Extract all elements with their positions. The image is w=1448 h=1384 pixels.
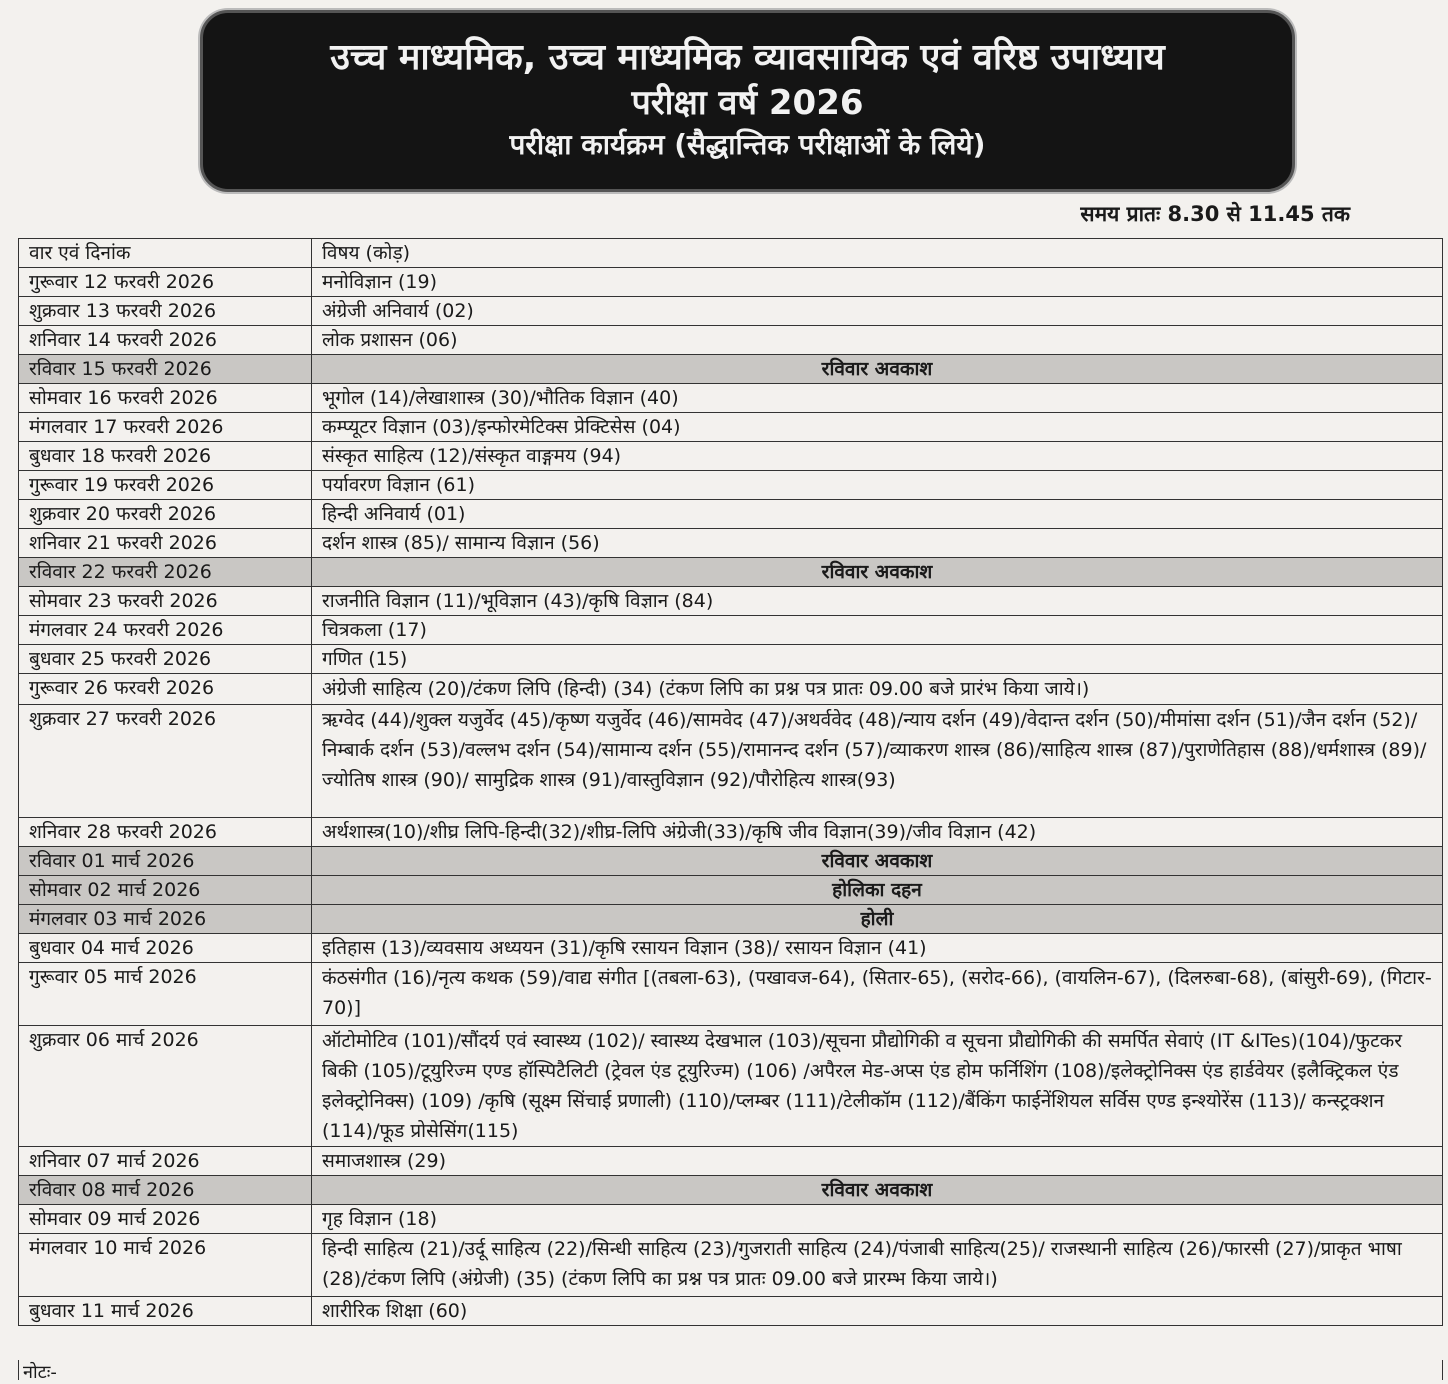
row-date: मंगलवार 24 फरवरी 2026 xyxy=(19,616,312,645)
row-subject: दर्शन शास्त्र (85)/ सामान्य विज्ञान (56) xyxy=(312,529,1443,558)
header-date: वार एवं दिनांक xyxy=(19,239,312,268)
row-subject: रविवार अवकाश xyxy=(312,847,1443,876)
row-subject: रविवार अवकाश xyxy=(312,1176,1443,1205)
table-row xyxy=(19,587,1443,616)
row-subject: संस्कृत साहित्य (12)/संस्कृत वाङ्गमय (94) xyxy=(312,442,1443,471)
row-date: रविवार 22 फरवरी 2026 xyxy=(19,558,312,587)
table-row xyxy=(19,616,1443,645)
table-row xyxy=(19,268,1443,297)
row-subject: राजनीति विज्ञान (11)/भूविज्ञान (43)/कृषि विज्ञान (84) xyxy=(312,587,1443,616)
holiday-row xyxy=(19,905,1443,934)
holiday-row xyxy=(19,876,1443,905)
row-subject: होलिका दहन xyxy=(312,876,1443,905)
row-subject: रविवार अवकाश xyxy=(312,558,1443,587)
title-line-1: उच्च माध्यमिक, उच्च माध्यमिक व्यावसायिक एवं वरिष्ठ उपाध्याय xyxy=(330,37,1165,78)
row-date: गुरूवार 05 मार्च 2026 xyxy=(19,963,312,1026)
row-subject: कंठसंगीत (16)/नृत्य कथक (59)/वाद्य संगीत [(तबला-63), (पखावज-64), (सितार-65), (सरोद-66), (वायलिन-67), (दिलरुबा-68), (बांसुरी-69), (गिटार- 70)] xyxy=(312,963,1443,1026)
note-label: नोटः- xyxy=(18,1360,1443,1380)
row-subject: गृह विज्ञान (18) xyxy=(312,1205,1443,1234)
row-date: शुक्रवार 27 फरवरी 2026 xyxy=(19,705,312,818)
row-subject: गणित (15) xyxy=(312,645,1443,674)
row-date: शनिवार 28 फरवरी 2026 xyxy=(19,818,312,847)
table-row xyxy=(19,442,1443,471)
table-row xyxy=(19,413,1443,442)
row-subject: ऑटोमोटिव (101)/सौंदर्य एवं स्वास्थ्य (102)/ स्वास्थ्य देखभाल (103)/सूचना प्रौद्योगिकी व सूचना प्रौद्योगिकी की समर्पित सेवाएं (IT &ITes)(104)/फुटकर बिकी (105)/टूयुरिज्म एण्ड हॉस्पिटैलिटी (ट्रेवल एंड टूयुरिज्म) (106) /अपैरल मेड-अप्स एंड होम फर्निशिंग (108)/इलेक्ट्रोनिक्स एंड हार्डवेयर (इलैक्ट्रिकल एंड इलेक्ट्रोनिक्स) (109) /कृषि (सूक्ष्म सिंचाई प्रणाली) (110)/प्लम्बर (111)/टेलीकॉम (112)/बैंकिंग फाईनेंशियल सर्विस एण्ड इन्श्योरेंस (113)/ कन्स्ट्रक्शन (114)/फूड प्रोसेसिंग(115) xyxy=(312,1026,1443,1147)
row-date: सोमवार 23 फरवरी 2026 xyxy=(19,587,312,616)
row-date: रविवार 08 मार्च 2026 xyxy=(19,1176,312,1205)
header-subject: विषय (कोड़) xyxy=(312,239,1443,268)
row-subject: समाजशास्त्र (29) xyxy=(312,1147,1443,1176)
table-row xyxy=(19,934,1443,963)
row-date: मंगलवार 03 मार्च 2026 xyxy=(19,905,312,934)
row-subject: लोक प्रशासन (06) xyxy=(312,326,1443,355)
row-date: शनिवार 14 फरवरी 2026 xyxy=(19,326,312,355)
table-row xyxy=(19,705,1443,818)
holiday-row xyxy=(19,847,1443,876)
holiday-row xyxy=(19,1176,1443,1205)
row-date: गुरूवार 26 फरवरी 2026 xyxy=(19,674,312,705)
row-subject: कम्प्यूटर विज्ञान (03)/इन्फोरमेटिक्स प्रेक्टिसेस (04) xyxy=(312,413,1443,442)
table-row xyxy=(19,529,1443,558)
row-date: बुधवार 04 मार्च 2026 xyxy=(19,934,312,963)
row-date: सोमवार 16 फरवरी 2026 xyxy=(19,384,312,413)
table-row xyxy=(19,384,1443,413)
table-row xyxy=(19,818,1443,847)
row-date: शुक्रवार 20 फरवरी 2026 xyxy=(19,500,312,529)
row-date: शुक्रवार 06 मार्च 2026 xyxy=(19,1026,312,1147)
row-subject: अर्थशास्त्र(10)/शीघ्र लिपि-हिन्दी(32)/शीघ्र-लिपि अंग्रेजी(33)/कृषि जीव विज्ञान(39)/जीव विज्ञान (42) xyxy=(312,818,1443,847)
row-date: शुक्रवार 13 फरवरी 2026 xyxy=(19,297,312,326)
row-date: शनिवार 07 मार्च 2026 xyxy=(19,1147,312,1176)
row-subject: अंग्रेजी साहित्य (20)/टंकण लिपि (हिन्दी) (34) (टंकण लिपि का प्रश्न पत्र प्रातः 09.00 बजे प्रारंभ किया जाये।) xyxy=(312,674,1443,705)
table-row xyxy=(19,1297,1443,1326)
row-date: सोमवार 02 मार्च 2026 xyxy=(19,876,312,905)
row-date: बुधवार 11 मार्च 2026 xyxy=(19,1297,312,1326)
row-date: बुधवार 18 फरवरी 2026 xyxy=(19,442,312,471)
table-row xyxy=(19,963,1443,1026)
table-row xyxy=(19,674,1443,705)
row-subject: रविवार अवकाश xyxy=(312,355,1443,384)
row-date: रविवार 15 फरवरी 2026 xyxy=(19,355,312,384)
row-date: गुरूवार 12 फरवरी 2026 xyxy=(19,268,312,297)
row-date: रविवार 01 मार्च 2026 xyxy=(19,847,312,876)
row-date: मंगलवार 10 मार्च 2026 xyxy=(19,1234,312,1297)
table-row xyxy=(19,471,1443,500)
table-row xyxy=(19,1234,1443,1297)
table-row xyxy=(19,500,1443,529)
row-date: गुरूवार 19 फरवरी 2026 xyxy=(19,471,312,500)
table-row xyxy=(19,645,1443,674)
row-subject: भूगोल (14)/लेखाशास्त्र (30)/भौतिक विज्ञान (40) xyxy=(312,384,1443,413)
row-subject: शारीरिक शिक्षा (60) xyxy=(312,1297,1443,1326)
row-subject: अंग्रेजी अनिवार्य (02) xyxy=(312,297,1443,326)
table-row xyxy=(19,1205,1443,1234)
row-date: मंगलवार 17 फरवरी 2026 xyxy=(19,413,312,442)
row-subject: होली xyxy=(312,905,1443,934)
row-date: सोमवार 09 मार्च 2026 xyxy=(19,1205,312,1234)
title-line-2: परीक्षा वर्ष 2026 xyxy=(631,83,864,123)
holiday-row xyxy=(19,558,1443,587)
table-row xyxy=(19,297,1443,326)
row-subject: चित्रकला (17) xyxy=(312,616,1443,645)
row-date: बुधवार 25 फरवरी 2026 xyxy=(19,645,312,674)
table-header-row xyxy=(19,239,1443,268)
schedule-table xyxy=(18,238,1443,1326)
row-subject: हिन्दी अनिवार्य (01) xyxy=(312,500,1443,529)
row-subject: पर्यावरण विज्ञान (61) xyxy=(312,471,1443,500)
title-banner xyxy=(200,10,1295,192)
row-subject: इतिहास (13)/व्यवसाय अध्ययन (31)/कृषि रसायन विज्ञान (38)/ रसायन विज्ञान (41) xyxy=(312,934,1443,963)
table-row xyxy=(19,1147,1443,1176)
holiday-row xyxy=(19,355,1443,384)
row-subject: हिन्दी साहित्य (21)/उर्दू साहित्य (22)/सिन्धी साहित्य (23)/गुजराती साहित्य (24)/पंजाबी साहित्य(25)/ राजस्थानी साहित्य (26)/फारसी (27)/प्राकृत भाषा (28)/टंकण लिपि (अंग्रेजी) (35) (टंकण लिपि का प्रश्न पत्र प्रातः 09.00 बजे प्रारम्भ किया जाये।) xyxy=(312,1234,1443,1297)
row-subject: ऋग्वेद (44)/शुक्ल यजुर्वेद (45)/कृष्ण यजुर्वेद (46)/सामवेद (47)/अथर्ववेद (48)/न्याय दर्शन (49)/वेदान्त दर्शन (50)/मीमांसा दर्शन (51)/जैन दर्शन (52)/निम्बार्क दर्शन (53)/वल्लभ दर्शन (54)/सामान्य दर्शन (55)/रामानन्द दर्शन (57)/व्याकरण शास्त्र (86)/साहित्य शास्त्र (87)/पुराणेतिहास (88)/धर्मशास्त्र (89)/ज्योतिष शास्त्र (90)/ सामुद्रिक शास्त्र (91)/वास्तुविज्ञान (92)/पौरोहित्य शास्त्र(93) xyxy=(312,705,1443,818)
table-row xyxy=(19,1026,1443,1147)
table-row xyxy=(19,326,1443,355)
exam-time: समय प्रातः 8.30 से 11.45 तक xyxy=(1080,202,1350,226)
title-line-3: परीक्षा कार्यक्रम (सैद्धान्तिक परीक्षाओं के लिये) xyxy=(509,128,986,161)
row-date: शनिवार 21 फरवरी 2026 xyxy=(19,529,312,558)
row-subject: मनोविज्ञान (19) xyxy=(312,268,1443,297)
